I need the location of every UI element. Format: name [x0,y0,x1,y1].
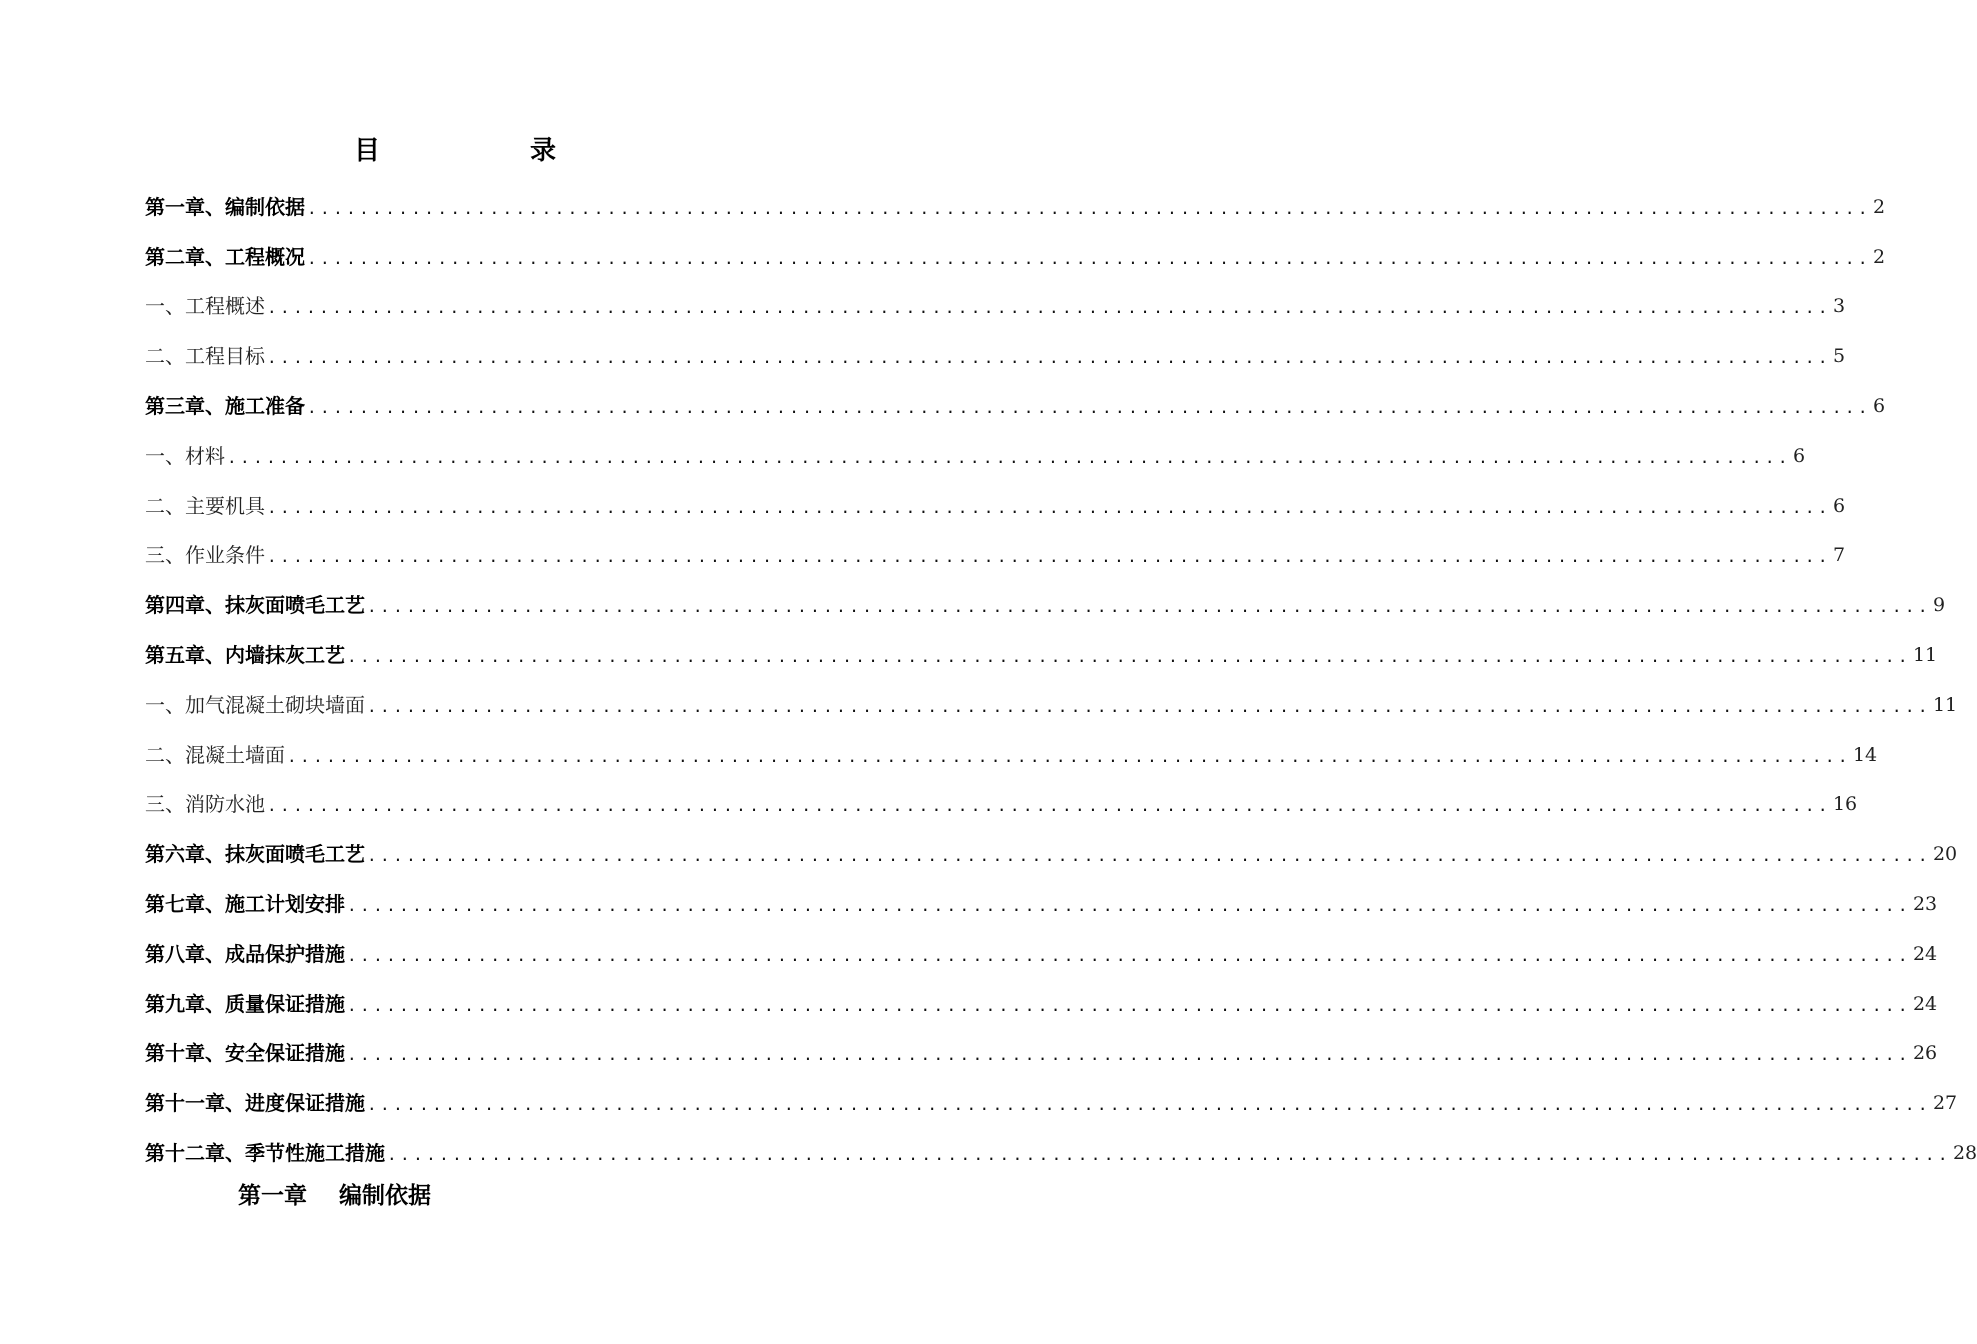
toc-entry-page-number: 28 [1952,1142,1977,1165]
toc-dot-leader: ........................................................................................................................ [347,945,1911,965]
toc-dot-leader: ........................................................................................................................ [367,696,1931,716]
toc-entry-page-number: 6 [1792,444,1806,467]
toc-entry-page-number: 24 [1912,942,1938,965]
toc-dot-leader: ........................................................................................................................ [267,298,1831,318]
toc-entry-page-number: 11 [1912,644,1938,667]
toc-dot-leader: ........................................................................................................................ [367,1095,1931,1115]
toc-entry-label: 第九章、质量保证措施 [145,991,345,1016]
toc-entry[interactable] [145,381,1886,431]
toc-dot-leader: ........................................................................................................................ [267,796,1831,816]
toc-entry-label: 第三章、施工准备 [145,394,305,419]
toc-entry-label: 一、加气混凝土砌块墙面 [145,692,365,717]
toc-entry[interactable] [145,979,1938,1029]
toc-dot-leader: ........................................................................................................................ [307,398,1871,418]
toc-dot-leader: ........................................................................................................................ [307,198,1871,218]
toc-entry-page-number: 9 [1932,594,1946,617]
toc-entry-page-number: 27 [1932,1092,1958,1115]
chapter-heading: 第一章 编制依据 [238,1183,432,1209]
toc-dot-leader: ........................................................................................................................ [287,746,1851,766]
toc-entry[interactable] [145,780,1858,830]
toc-entry-page-number: 14 [1852,743,1878,766]
toc-title [0,133,950,173]
toc-dot-leader: ........................................................................................................................ [267,547,1831,567]
toc-entry[interactable] [145,182,1886,232]
toc-entry-label: 第二章、工程概况 [145,244,305,269]
toc-entry-page-number: 24 [1912,992,1938,1015]
toc-list [145,182,1977,1178]
toc-entry-label: 第八章、成品保护措施 [145,941,345,966]
toc-entry-label: 一、工程概述 [145,294,265,319]
toc-entry[interactable] [145,680,1958,730]
toc-title-right: 录 [530,136,557,166]
toc-entry-label: 三、作业条件 [145,543,265,568]
toc-entry[interactable] [145,481,1846,531]
toc-dot-leader: ........................................................................................................................ [387,1145,1951,1165]
toc-dot-leader: ........................................................................................................................ [347,1045,1911,1065]
toc-entry[interactable] [145,630,1938,680]
toc-entry[interactable] [145,879,1938,929]
toc-entry-label: 第十章、安全保证措施 [145,1041,345,1066]
toc-entry-label: 第六章、抹灰面喷毛工艺 [145,842,365,867]
toc-dot-leader: ........................................................................................................................ [347,647,1911,667]
toc-entry-label: 三、消防水池 [145,792,265,817]
toc-entry[interactable] [145,929,1938,979]
toc-entry[interactable] [145,1029,1938,1079]
toc-entry-label: 二、工程目标 [145,344,265,369]
toc-entry-label: 第一章、编制依据 [145,194,305,219]
toc-entry[interactable] [145,1128,1977,1178]
toc-entry-page-number: 2 [1872,195,1886,218]
toc-entry[interactable] [145,282,1846,332]
toc-entry-label: 二、主要机具 [145,493,265,518]
toc-dot-leader: ........................................................................................................................ [267,497,1831,517]
toc-entry-label: 一、材料 [145,443,225,468]
toc-entry[interactable] [145,1078,1958,1128]
toc-entry[interactable] [145,331,1846,381]
toc-dot-leader: ........................................................................................................................ [367,846,1931,866]
toc-entry-label: 二、混凝土墙面 [145,742,285,767]
toc-entry-page-number: 6 [1872,395,1886,418]
toc-entry[interactable] [145,580,1946,630]
toc-entry-label: 第十一章、进度保证措施 [145,1091,365,1116]
toc-entry[interactable] [145,431,1806,481]
toc-dot-leader: ........................................................................................................................ [347,896,1911,916]
toc-entry-label: 第十二章、季节性施工措施 [145,1141,385,1166]
toc-dot-leader: ........................................................................................................................ [307,248,1871,268]
toc-entry-label: 第五章、内墙抹灰工艺 [145,643,345,668]
toc-entry[interactable] [145,531,1846,581]
toc-entry-label: 第四章、抹灰面喷毛工艺 [145,593,365,618]
toc-title-left: 目 [354,136,381,166]
toc-entry[interactable] [145,829,1958,879]
toc-entry-page-number: 16 [1832,793,1858,816]
toc-entry-page-number: 26 [1912,1042,1938,1065]
toc-dot-leader: ........................................................................................................................ [347,995,1911,1015]
toc-entry-page-number: 2 [1872,245,1886,268]
toc-dot-leader: ........................................................................................................................ [267,348,1831,368]
toc-dot-leader: ........................................................................................................................ [227,447,1791,467]
toc-entry-page-number: 3 [1832,295,1846,318]
toc-dot-leader: ........................................................................................................................ [367,597,1931,617]
toc-entry[interactable] [145,730,1878,780]
toc-entry-page-number: 11 [1932,693,1958,716]
toc-entry-page-number: 5 [1832,345,1846,368]
toc-entry[interactable] [145,232,1886,282]
toc-entry-label: 第七章、施工计划安排 [145,892,345,917]
toc-entry-page-number: 20 [1932,843,1958,866]
toc-entry-page-number: 7 [1832,544,1846,567]
toc-entry-page-number: 6 [1832,494,1846,517]
toc-entry-page-number: 23 [1912,893,1938,916]
